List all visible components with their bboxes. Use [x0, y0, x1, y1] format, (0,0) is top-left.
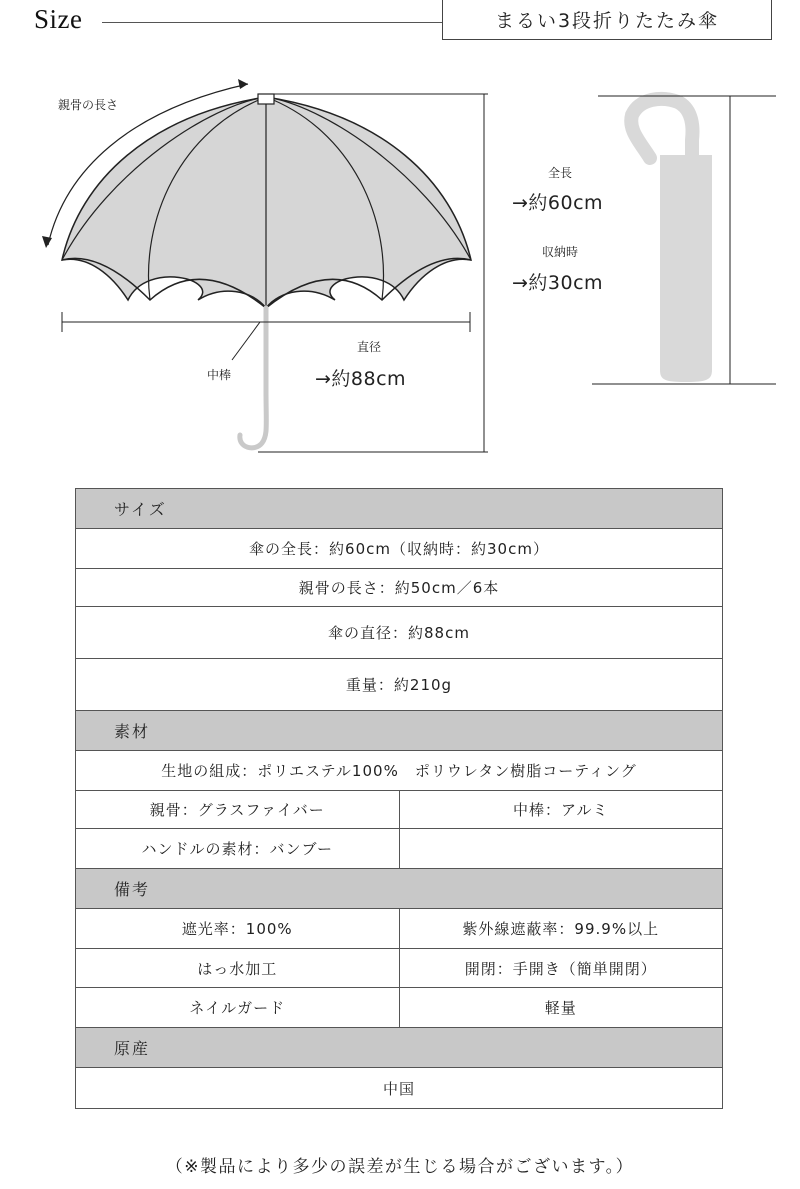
origin-value: 中国 — [382, 1079, 415, 1098]
material-blank — [399, 829, 723, 868]
section-material-header: 素材 — [76, 711, 722, 751]
rib-length-label: 親骨の長さ — [58, 98, 119, 112]
table-row — [76, 569, 722, 607]
table-row — [76, 791, 722, 829]
section-notes-header: 備考 — [76, 869, 722, 909]
shaft-label: 中棒 — [207, 368, 232, 382]
size-total-length: 傘の全長：約60cm（収納時：約30cm） — [249, 540, 549, 558]
heading-rule — [102, 22, 444, 23]
note-uv-block: 紫外線遮蔽率：99.9%以上 — [399, 909, 723, 948]
table-row — [76, 909, 722, 949]
section-origin-header: 原産 — [76, 1028, 722, 1068]
note-water-repellent: はっ水加工 — [197, 959, 278, 978]
umbrella-shaft — [240, 308, 266, 448]
note-nail-guard: ネイルガード — [189, 999, 286, 1017]
diameter-label: 直径 — [357, 340, 382, 354]
material-fabric: 生地の組成：ポリエステル100% ポリウレタン樹脂コーティング — [161, 762, 637, 780]
size-rib-length: 親骨の長さ：約50cm／6本 — [298, 579, 500, 597]
note-light-block: 遮光率：100% — [181, 920, 293, 938]
umbrella-diagram — [0, 60, 800, 470]
stored-value: →約30cm — [512, 272, 604, 294]
material-handle: ハンドルの素材：バンブー — [141, 840, 334, 858]
material-shaft: 中棒：アルミ — [399, 791, 723, 828]
size-heading: Size — [34, 4, 83, 34]
table-row — [76, 751, 722, 791]
diameter-value: →約88cm — [315, 368, 407, 390]
disclaimer-footnote: （※製品により多少の誤差が生じる場合がございます。） — [165, 1157, 635, 1177]
total-length-value: →約60cm — [512, 192, 604, 214]
size-diameter: 傘の直径：約88cm — [328, 624, 470, 642]
table-row — [76, 529, 722, 569]
material-rib: 親骨：グラスファイバー — [149, 801, 325, 819]
size-weight: 重量：約210g — [345, 676, 453, 694]
stored-label: 収納時 — [542, 245, 579, 259]
table-row — [76, 988, 722, 1028]
spec-table — [75, 488, 723, 1109]
total-length-label: 全長 — [548, 166, 573, 180]
umbrella-illustration — [0, 60, 800, 470]
section-size-header: サイズ — [76, 489, 722, 529]
product-title: まるい3段折りたたみ傘 — [442, 0, 772, 40]
folded-umbrella — [660, 155, 712, 382]
table-row — [76, 829, 722, 869]
note-lightweight: 軽量 — [399, 988, 723, 1027]
table-row — [76, 659, 722, 711]
table-row — [76, 949, 722, 988]
note-open-close: 開閉：手開き（簡単開閉） — [399, 949, 723, 987]
table-row — [76, 607, 722, 659]
table-row — [76, 1068, 722, 1108]
